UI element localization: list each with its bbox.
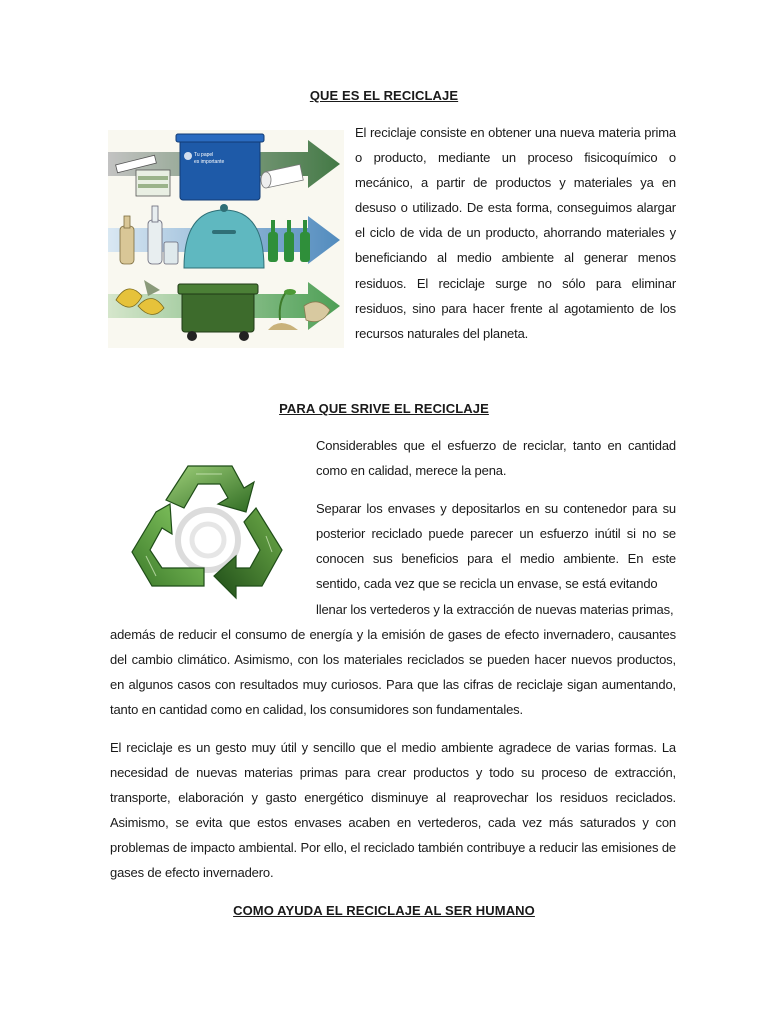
paragraph-separar-envases: Separar los envases y depositarlos en su contenedor para su posterior reciclado puede parecer un esfuerzo inútil si no se conocen sus beneficios para el medio ambiente. En este sentido, cada vez que se recicla un envase, se está evitando <box>316 501 676 592</box>
heading-como-ayuda: COMO AYUDA EL RECICLAJE AL SER HUMANO <box>233 903 535 918</box>
green-recycle-symbol-icon <box>126 460 286 606</box>
paragraph-definition: El reciclaje consiste en obtener una nueva materia prima o producto, mediante un proceso fisicoquímico o mecánico, a partir de productos y materiales ya en desuso o utilizado. De esta forma, conseguimos alargar el ciclo de vida de un producto, ahorrando materiales y beneficiando al medio ambiente al generar menos residuos. El reciclaje surge no sólo para eliminar residuos, sino para hacer frente al agotamiento de los recursos naturales del planeta. <box>355 125 676 341</box>
heading-que-es-el-reciclaje: QUE ES EL RECICLAJE <box>309 88 459 103</box>
svg-text:Tu papel: Tu papel <box>194 152 214 158</box>
paragraph-separar-envases-line: llenar los vertederos y la extracción de nuevas materias primas, <box>316 602 674 617</box>
green-organic-bin-icon <box>178 284 258 341</box>
paragraph-separar-envases-continuation: además de reducir el consumo de energía y la emisión de gases de efecto invernadero, causantes del cambio climático. Asimismo, con los materiales reciclados se pueden hacer nuevos productos, en algunos casos con resultados muy curiosos. Para que las cifras de reciclaje sigan aumentando, tanto en cantidad como en calidad, los consumidores son fundamentales. <box>110 627 676 718</box>
blue-paper-bin-icon <box>176 134 264 200</box>
svg-text:es importante: es importante <box>194 159 225 165</box>
paragraph-gesto-util: El reciclaje es un gesto muy útil y sencillo que el medio ambiente agradece de varias formas. La necesidad de nuevas materias primas para crear productos y todo su proceso de extracción, transporte, elaboración y gasto energético disminuye al reaprovechar los residuos reciclados. Asimismo, se evita que estos envases acaben en vertederos, cada vez más saturados y con problemas de impacto ambiental. Por ello, el reciclado también contribuye a reducir las emisiones de gases de efecto invernadero. <box>110 740 676 881</box>
recycling-process-illustration <box>108 130 344 348</box>
heading-para-que-sirve: PARA QUE SRIVE EL RECICLAJE <box>279 401 489 416</box>
green-bottles-icon <box>268 220 310 262</box>
paragraph-considerables: Considerables que el esfuerzo de reciclar, tanto en cantidad como en calidad, merece la pena. <box>316 438 676 479</box>
